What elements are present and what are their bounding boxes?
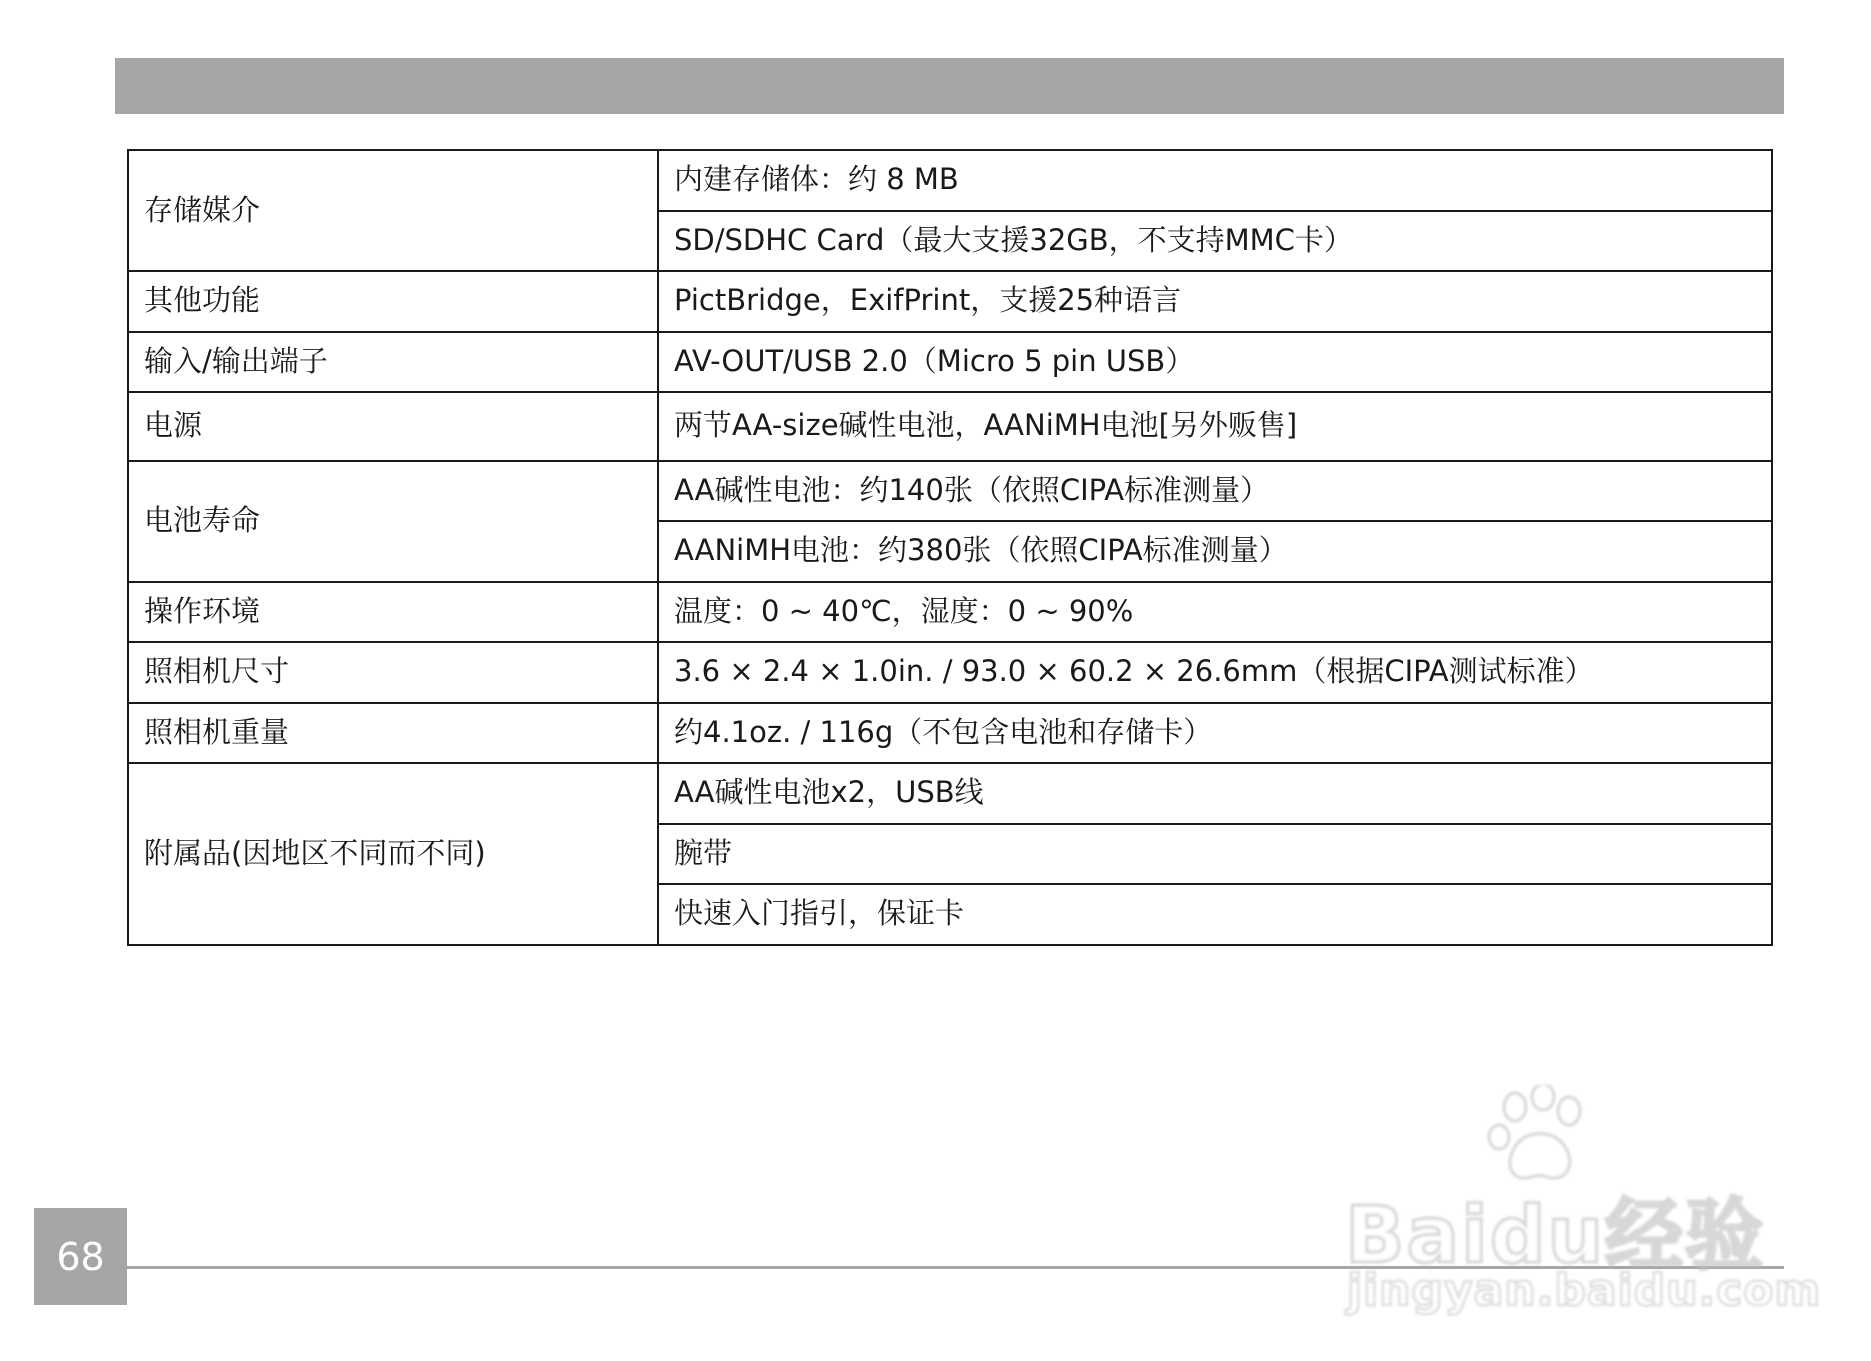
spec-value: 两节AA-size碱性电池，AANiMH电池[另外贩售] <box>658 392 1772 461</box>
spec-label-battery-life: 电池寿命 <box>128 461 658 582</box>
table-row <box>128 763 1772 824</box>
spec-label-camera-weight: 照相机重量 <box>128 703 658 764</box>
spec-label-io-ports: 输入/输出端子 <box>128 332 658 393</box>
spec-value: AA碱性电池x2，USB线 <box>658 763 1772 824</box>
spec-value: PictBridge，ExifPrint，支援25种语言 <box>658 271 1772 332</box>
spec-label-power: 电源 <box>128 392 658 461</box>
header-bar <box>115 58 1784 114</box>
table-row <box>128 332 1772 393</box>
spec-value: 腕带 <box>658 824 1772 885</box>
spec-label-other-functions: 其他功能 <box>128 271 658 332</box>
spec-label-storage: 存储媒介 <box>128 150 658 271</box>
spec-label-operating-env: 操作环境 <box>128 582 658 643</box>
table-row <box>128 703 1772 764</box>
spec-value: AV-OUT/USB 2.0（Micro 5 pin USB） <box>658 332 1772 393</box>
table-row <box>128 392 1772 461</box>
watermark-brand: Baidu经验 <box>1345 1191 1766 1281</box>
table-row <box>128 271 1772 332</box>
watermark-url: jingyan.baidu.com <box>1347 1265 1822 1316</box>
specifications-table <box>127 149 1773 946</box>
baidu-watermark <box>1345 1085 1822 1316</box>
table-row <box>128 582 1772 643</box>
spec-value: 约4.1oz. / 116g（不包含电池和存储卡） <box>658 703 1772 764</box>
spec-label-camera-size: 照相机尺寸 <box>128 642 658 703</box>
spec-value: 温度：0 ~ 40℃，湿度：0 ~ 90% <box>658 582 1772 643</box>
table-row <box>128 150 1772 211</box>
table-row <box>128 461 1772 522</box>
spec-value: 快速入门指引，保证卡 <box>658 884 1772 945</box>
spec-value: AANiMH电池：约380张（依照CIPA标准测量） <box>658 521 1772 582</box>
spec-label-accessories: 附属品(因地区不同而不同) <box>128 763 658 945</box>
spec-value: SD/SDHC Card（最大支援32GB，不支持MMC卡） <box>658 211 1772 272</box>
table-row <box>128 642 1772 703</box>
spec-value: 3.6 × 2.4 × 1.0in. / 93.0 × 60.2 × 26.6mm（根据CIPA测试标准） <box>658 642 1772 703</box>
page-number: 68 <box>34 1208 127 1305</box>
spec-value: 内建存储体：约 8 MB <box>658 150 1772 211</box>
spec-value: AA碱性电池：约140张（依照CIPA标准测量） <box>658 461 1772 522</box>
